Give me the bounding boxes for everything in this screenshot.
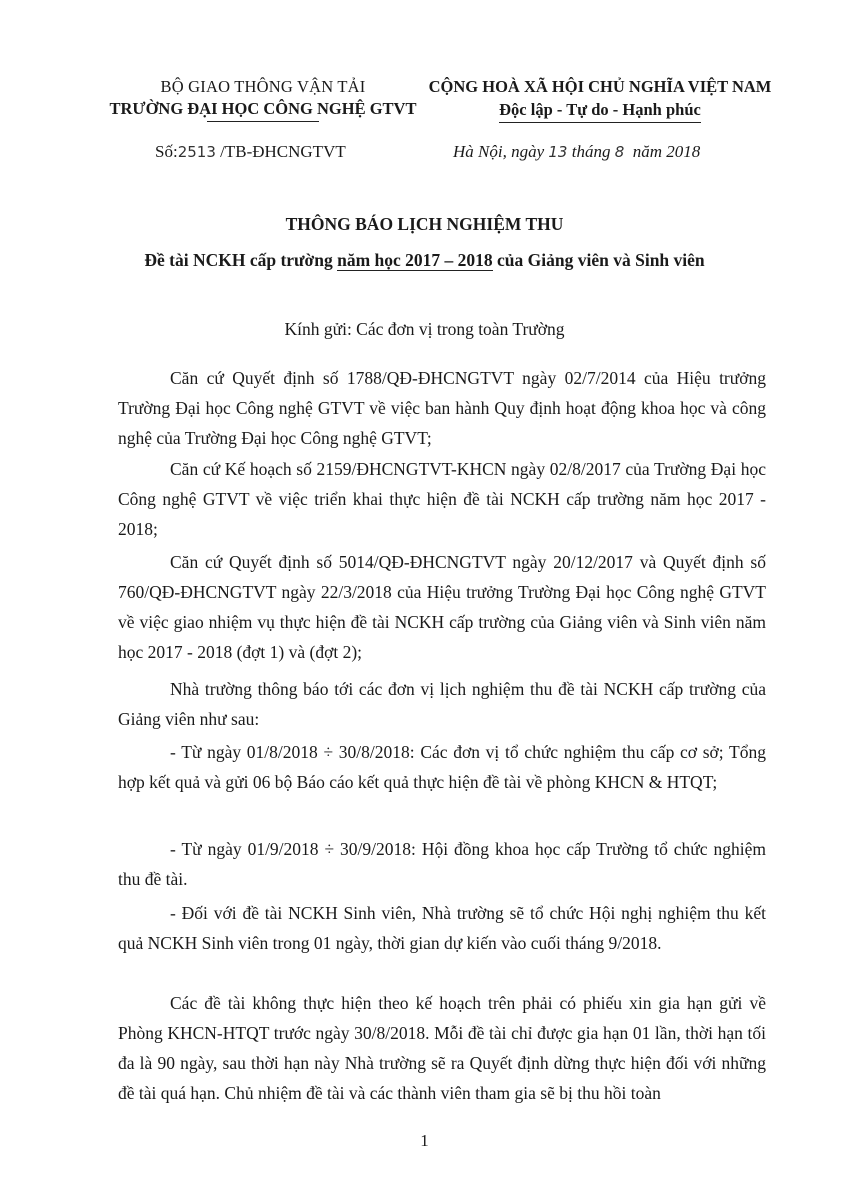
date-month: 8 [614, 143, 625, 161]
doc-number-prefix: Số: [155, 142, 178, 161]
subtitle-pre: Đề tài NCKH cấp trường [144, 250, 338, 270]
school-name: TRƯỜNG ĐẠI HỌC CÔNG NGHỆ GTVT [109, 99, 417, 118]
date-prefix: Hà Nội, ngày [453, 142, 545, 161]
paragraph-schedule-1: - Từ ngày 01/8/2018 ÷ 30/8/2018: Các đơn vị tổ chức nghiệm thu cấp cơ sở; Tổng hợp kết quả và gửi 06 bộ Báo cáo kết quả thực hiện đề tài về phòng KHCN & HTQT; [118, 742, 766, 792]
document-subtitle [0, 248, 849, 272]
national-motto-block [415, 76, 785, 123]
date-day: 13 [548, 143, 568, 161]
school-underline [207, 121, 319, 122]
ministry-name: BỘ GIAO THÔNG VẬN TẢI [160, 77, 366, 96]
paragraph-announcement: Nhà trường thông báo tới các đơn vị lịch nghiệm thu đề tài NCKH cấp trường của Giảng viên như sau: [118, 679, 766, 729]
doc-number-suffix: /TB-ĐHCNGTVT [220, 142, 346, 161]
document-number [155, 140, 346, 164]
country-name: CỘNG HOÀ XÃ HỘI CHỦ NGHĨA VIỆT NAM [428, 77, 772, 96]
page-number: 1 [420, 1131, 429, 1150]
doc-number-handwritten: 2513 [177, 143, 216, 161]
recipient-line: Kính gửi: Các đơn vị trong toàn Trường [284, 319, 565, 339]
date-line [453, 140, 700, 164]
paragraph-basis-1: Căn cứ Quyết định số 1788/QĐ-ĐHCNGTVT ngày 02/7/2014 của Hiệu trưởng Trường Đại học Công nghệ GTVT về việc ban hành Quy định hoạt động khoa học và công nghệ của Trường Đại học Công nghệ GTVT; [118, 368, 766, 448]
subtitle-post: của Giảng viên và Sinh viên [492, 250, 705, 270]
paragraph-basis-3: Căn cứ Quyết định số 5014/QĐ-ĐHCNGTVT ngày 20/12/2017 và Quyết định số 760/QĐ-ĐHCNGTVT ngày 22/3/2018 của Hiệu trưởng Trường Đại học Công nghệ GTVT về việc giao nhiệm vụ thực hiện đề tài NCKH cấp trường của Giảng viên và Sinh viên năm học 2017 - 2018 (đợt 1) và (đợt 2); [118, 552, 766, 662]
paragraph-schedule-3: - Đối với đề tài NCKH Sinh viên, Nhà trường sẽ tổ chức Hội nghị nghiệm thu kết quả NCKH Sinh viên trong 01 ngày, thời gian dự kiến vào cuối tháng 9/2018. [118, 903, 766, 953]
paragraph-schedule-2: - Từ ngày 01/9/2018 ÷ 30/9/2018: Hội đồng khoa học cấp Trường tổ chức nghiệm thu đề tài. [118, 839, 766, 889]
paragraph-basis-2: Căn cứ Kế hoạch số 2159/ĐHCNGTVT-KHCN ngày 02/8/2017 của Trường Đại học Công nghệ GTVT về việc triển khai thực hiện đề tài NCKH cấp trường năm học 2017 - 2018; [118, 459, 766, 539]
paragraph-extension: Các đề tài không thực hiện theo kế hoạch trên phải có phiếu xin gia hạn gửi về Phòng KHCN-HTQT trước ngày 30/8/2018. Mỗi đề tài chỉ được gia hạn 01 lần, thời hạn tối đa là 90 ngày, sau thời hạn này Nhà trường sẽ ra Quyết định dừng thực hiện đối với những đề tài quá hạn. Chủ nhiệm đề tài và các thành viên tham gia sẽ bị thu hồi toàn [118, 993, 766, 1103]
motto: Độc lập - Tự do - Hạnh phúc [499, 98, 701, 123]
subtitle-underlined: năm học 2017 – 2018 [337, 250, 493, 270]
document-title: THÔNG BÁO LỊCH NGHIỆM THU [285, 214, 564, 234]
issuer-block [98, 76, 428, 122]
date-month-label: tháng [571, 142, 611, 161]
date-year: năm 2018 [632, 142, 701, 161]
